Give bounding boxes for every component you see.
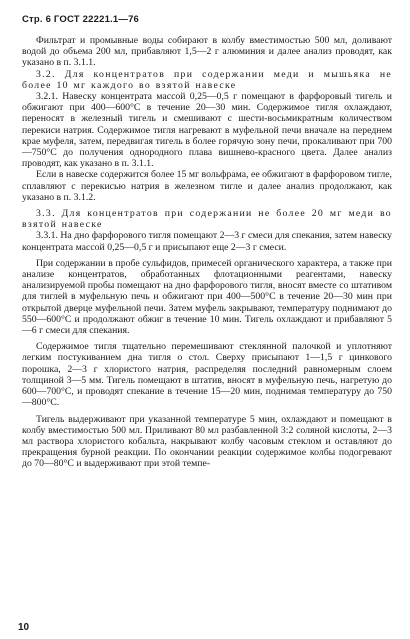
paragraph-sulfides: При содержании в пробе сульфидов, примесей органического характера, а также при анализе концентратов, обработанных флотационными реагентами, навеску анализируемой пробы помещают на дно фарфорового тигля, вносят вместе со штативом для тиглей в муфельную печь и обжигают при 400—500°С в течение 20—30 мин при открытой дверце муфельной печи. Затем муфель закрывают, температуру поднимают до 550—600°С и продолжают обжиг в течение 10 мин. Тигель охлаждают и прибавляют 5—6 г смеси для спекания. — [22, 257, 392, 337]
page-number: 10 — [18, 622, 30, 633]
paragraph-tungsten: Если в навеске содержится более 15 мг вольфрама, ее обжигают в фарфоровом тигле, сплавляют с перекисью натрия в железном тигле и далее анализ продолжают, как указано в п. 3.1.2. — [22, 169, 392, 203]
section-heading-3-2: 3.2. Для концентратов при содержании меди и мышьяка не более 10 мг каждого во взятой навеске — [22, 68, 392, 91]
paragraph-3-3-1: 3.3.1. На дно фарфорового тигля помещают 2—3 г смеси для спекания, затем навеску концентрата массой 0,25—0,5 г и присыпают еще 2—3 г смеси. — [22, 230, 392, 253]
paragraph-mixing: Содержимое тигля тщательно перемешивают стеклянной палочкой и уплотняют легким постукиванием дна тигля о стол. Сверху присыпают 1—1,5 г цинкового порошка, 2—3 г хлористого натрия, распределяя последний равномерным слоем толщиной 3—5 мм. Тигель помещают в штатив, вносят в муфельную печь, нагретую до 600—700°С, и проводят спекание в течение 15—20 мин, поднимая температуру до 750—800°С. — [22, 341, 392, 409]
document-body — [22, 35, 392, 470]
section-heading-3-3: 3.3. Для концентратов при содержании не более 20 мг меди во взятой навеске — [22, 208, 392, 231]
paragraph-holding: Тигель выдерживают при указанной температуре 5 мин, охлаждают и помещают в колбу вместимостью 500 мл. Приливают 80 мл разбавленной 3:2 соляной кислоты, 2—3 мл раствора хлористого кобальта, накрывают колбу часовым стеклом и оставляют до прекращения бурной реакции. По окончании реакции содержимое колбы подогревают до 70—80°С и выдерживают при этой темпе- — [22, 413, 392, 470]
paragraph-filtrate: Фильтрат и промывные воды собирают в колбу вместимостью 500 мл, доливают водой до объема 200 мл, прибавляют 1,5—2 г алюминия и далее анализ проводят, как указано в п. 3.1.1. — [22, 35, 392, 69]
paragraph-3-2-1: 3.2.1. Навеску концентрата массой 0,25—0,5 г помещают в фарфоровый тигель и обжигают при 400—600°С в течение 20—30 мин. Содержимое тигля охлаждают, переносят в железный тигель и смешивают с шести-восьмикратным количеством перекиси натрия. Содержимое тигля нагревают в муфельной печи вначале на переднем крае муфеля, затем, передвигая тигель в более горячую зону печи, прокаливают при 700—750°С до получения однородного плава вишнево-красного цвета. Далее анализ проводят, как указано в п. 3.1.1. — [22, 91, 392, 170]
page-header: Стр. 6 ГОСТ 22221.1—76 — [22, 14, 140, 25]
